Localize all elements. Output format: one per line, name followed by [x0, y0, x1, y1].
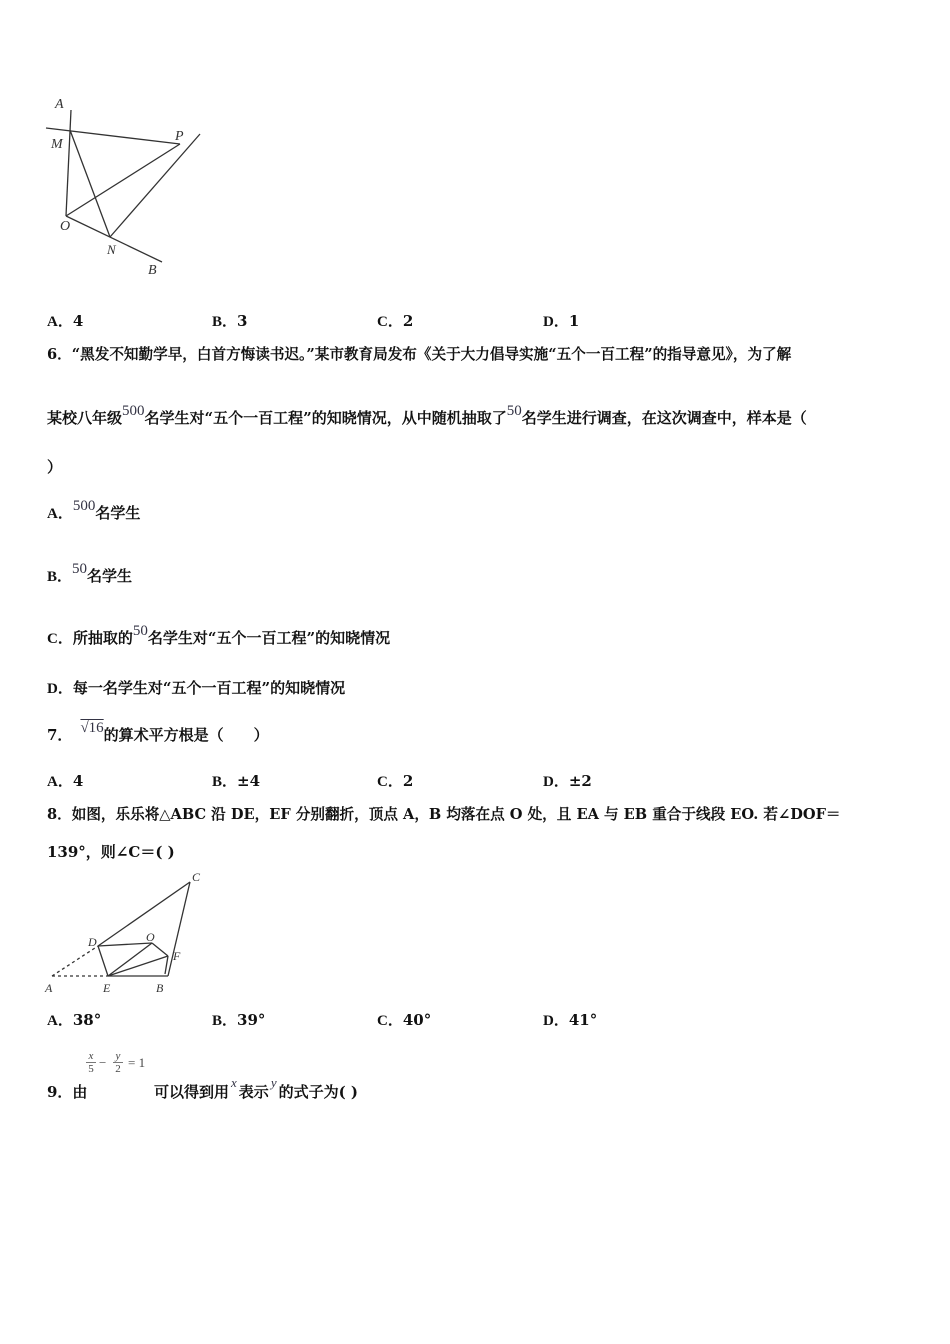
q6-option-d[interactable]: D．每一名学生对“五个一百工程”的知晓情况	[47, 679, 346, 697]
side-ac	[98, 882, 190, 946]
q8-line2: 139°，则∠C＝( )	[47, 843, 175, 861]
eq-5-den: 5	[88, 1063, 94, 1075]
q9-text-b: 表示	[238, 1083, 269, 1101]
figure-angle-diagram	[40, 92, 220, 282]
q7-option-b[interactable]: B．±4	[212, 772, 261, 790]
segment-de	[98, 946, 108, 976]
label-a: A	[55, 97, 64, 112]
q6-option-a[interactable]: A．500名学生	[47, 498, 141, 522]
label-n: N	[107, 242, 116, 257]
q6-text-c: 名学生进行调查，在这次调查中，样本是（	[521, 409, 807, 427]
q6-option-b[interactable]: B．50名学生	[47, 561, 133, 585]
segment-fb	[165, 956, 168, 974]
label-m: M	[51, 137, 63, 152]
q9-question-rest	[154, 1075, 359, 1102]
q6-num-50: 50	[506, 403, 522, 419]
eq-equals-1: = 1	[128, 1055, 146, 1070]
eq-y-num: y	[115, 1050, 121, 1062]
label-b: B	[156, 981, 164, 995]
q7-text: 的算术平方根是（ ）	[103, 726, 269, 744]
label-o: O	[146, 930, 155, 944]
q9-equation	[86, 1050, 158, 1080]
q7-option-a[interactable]: A．4	[47, 772, 84, 790]
label-c: C	[192, 870, 201, 884]
q7-option-d[interactable]: D．±2	[543, 772, 592, 790]
q9-text-c: 的式子为( )	[278, 1083, 359, 1101]
line-mp-ext	[46, 128, 180, 144]
q8-option-a[interactable]: A．38°	[47, 1011, 102, 1029]
q6-num-500: 500	[122, 403, 145, 419]
label-p: P	[175, 129, 184, 144]
label-f: F	[173, 949, 181, 963]
q7-number: 7．	[47, 726, 73, 744]
q8-option-c[interactable]: C．40°	[377, 1011, 432, 1029]
segment-do	[98, 943, 152, 946]
q6-option-c[interactable]: C．所抽取的50名学生对“五个一百工程”的知晓情况	[47, 623, 391, 647]
label-b: B	[148, 263, 157, 278]
figure-triangle-fold	[40, 868, 215, 998]
label-e: E	[103, 981, 111, 995]
label-o: O	[60, 219, 71, 234]
line-op	[66, 144, 180, 216]
q7-question	[47, 720, 269, 745]
eq-2-den: 2	[115, 1063, 121, 1075]
q6-line3: ）	[47, 458, 63, 476]
q6-line1: 6．“黑发不知勤学早，白首方悔读书迟。”某市教育局发布《关于大力倡导实施“五个一百工程”的指导意见》，为了解	[47, 346, 792, 363]
label-a: A	[45, 981, 53, 995]
q8-option-d[interactable]: D．41°	[543, 1011, 598, 1029]
q7-sqrt-expr: √16	[80, 720, 104, 736]
q6-line2	[47, 403, 807, 428]
q9-text-a: 可以得到用	[154, 1083, 230, 1101]
q5-option-d[interactable]: D．1	[543, 312, 580, 330]
q5-option-c[interactable]: C．2	[377, 312, 414, 330]
q6-text-a: 某校八年级	[47, 409, 123, 427]
q9-var-x: x	[231, 1075, 237, 1090]
q6-text-b: 名学生对“五个一百工程”的知晓情况，从中随机抽取了	[144, 409, 507, 427]
eq-x-num: x	[88, 1050, 94, 1062]
q8-line1: 8．如图，乐乐将△ABC 沿 DE，EF 分别翻折，顶点 A，B 均落在点 O 处，且 EA 与 EB 重合于线段 EO. 若∠DOF＝	[47, 806, 841, 823]
line-np	[110, 134, 200, 237]
q8-option-b[interactable]: B．39°	[212, 1011, 266, 1029]
q7-option-c[interactable]: C．2	[377, 772, 414, 790]
line-oa	[66, 110, 71, 216]
q5-option-b[interactable]: B．3	[212, 312, 248, 330]
eq-minus: −	[99, 1055, 107, 1070]
segment-eo	[108, 943, 152, 976]
label-d: D	[88, 935, 97, 949]
segment-of	[152, 943, 168, 956]
fold-ad-dashed	[52, 946, 98, 976]
q9-var-y: y	[270, 1075, 277, 1090]
q5-option-a[interactable]: A．4	[47, 312, 84, 330]
q9-number: 9．由	[47, 1083, 88, 1101]
segment-ef	[108, 956, 168, 976]
